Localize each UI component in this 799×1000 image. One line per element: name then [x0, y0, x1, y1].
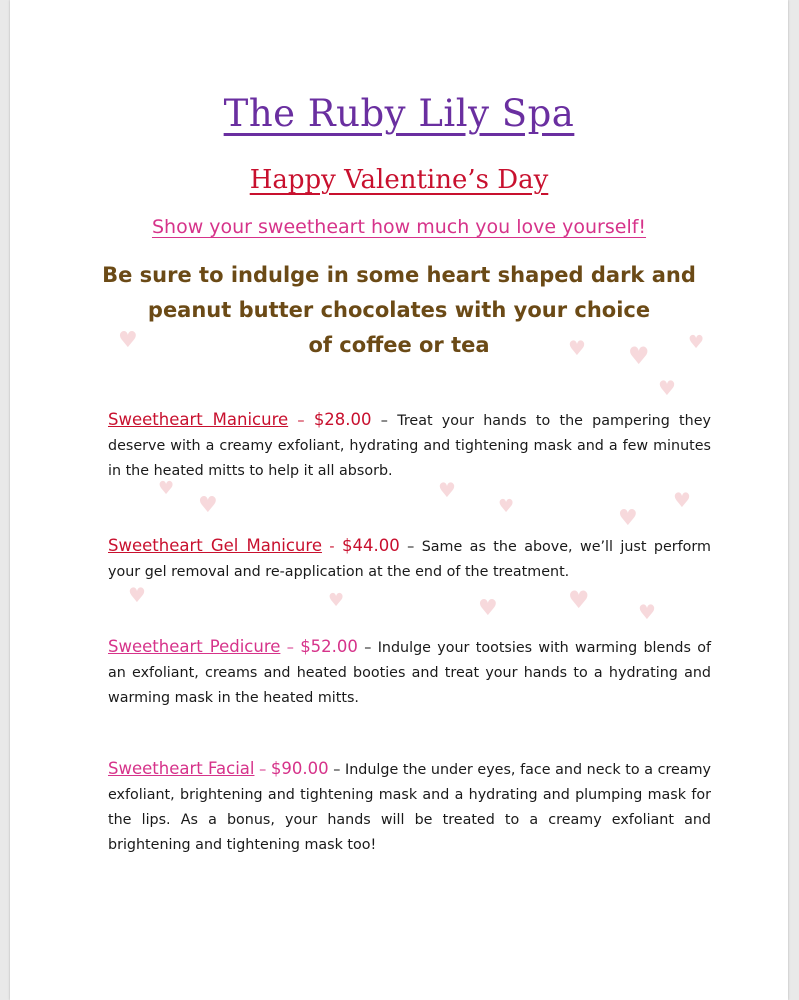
heart-icon: ♥ [658, 376, 676, 400]
service-facial [108, 756, 711, 858]
heart-icon: ♥ [688, 332, 705, 353]
separator: – [357, 640, 378, 656]
heart-icon: ♥ [128, 583, 146, 607]
service-description: Indulge your tootsies with warming blends of an exfoliant, creams and heated booties and treat your hands to a hydrating and warming mask in the heated mitts. [108, 640, 711, 706]
separator: - [321, 539, 342, 555]
heart-icon: ♥ [158, 478, 175, 499]
heart-icon: ♥ [638, 600, 656, 624]
service-name: Sweetheart Pedicure [108, 637, 281, 656]
service-gel-manicure [108, 533, 711, 585]
hearts-background [98, 330, 713, 640]
spa-title: The Ruby Lily Spa [223, 92, 575, 135]
separator: – [371, 413, 398, 429]
service-description: Indulge the under eyes, face and neck to a creamy exfoliant, brightening and tightening mask and a hydrating and plumping mask for the lips. As a bonus, your hands will be treated to a creamy exfoliant and brightening and tightening mask too! [108, 762, 711, 853]
heart-icon: ♥ [673, 488, 691, 512]
separator: – [288, 413, 314, 429]
service-name: Sweetheart Facial [108, 759, 255, 778]
service-name: Sweetheart Manicure [108, 410, 289, 429]
service-description: Treat your hands to the pampering they deserve with a creamy exfoliant, hydrating and tightening mask and a few minutes in the heated mitts to help it all absorb. [108, 413, 711, 479]
service-price: $52.00 [300, 637, 358, 656]
service-pedicure [108, 634, 711, 711]
heart-icon: ♥ [478, 596, 498, 621]
promo-line: of coffee or tea [308, 333, 490, 357]
chocolate-promo [10, 258, 788, 363]
heart-icon: ♥ [198, 493, 218, 518]
promo-line: Be sure to indulge in some heart shaped dark and [102, 263, 696, 287]
heart-icon: ♥ [628, 342, 650, 370]
heart-icon: ♥ [568, 586, 590, 614]
separator: – [399, 539, 422, 555]
separator: – [328, 762, 345, 778]
heart-icon: ♥ [498, 496, 515, 517]
separator: – [254, 762, 271, 778]
service-name: Sweetheart Gel Manicure [108, 536, 322, 555]
holiday-heading: Happy Valentine’s Day [249, 165, 549, 195]
flyer-page [10, 0, 788, 1000]
service-price: $90.00 [270, 759, 329, 778]
service-description: Same as the above, we’ll just perform your gel removal and re-application at the end of the treatment. [108, 539, 711, 580]
heart-icon: ♥ [568, 336, 586, 360]
service-price: $44.00 [341, 536, 400, 555]
heart-icon: ♥ [118, 328, 138, 353]
service-price: $28.00 [313, 410, 372, 429]
tagline: Show your sweetheart how much you love yourself! [151, 216, 647, 238]
heart-icon: ♥ [618, 506, 638, 531]
service-manicure [108, 407, 711, 484]
heart-icon: ♥ [328, 590, 345, 611]
promo-line: peanut butter chocolates with your choice [147, 298, 651, 322]
separator: – [280, 640, 301, 656]
heart-icon: ♥ [438, 478, 456, 502]
